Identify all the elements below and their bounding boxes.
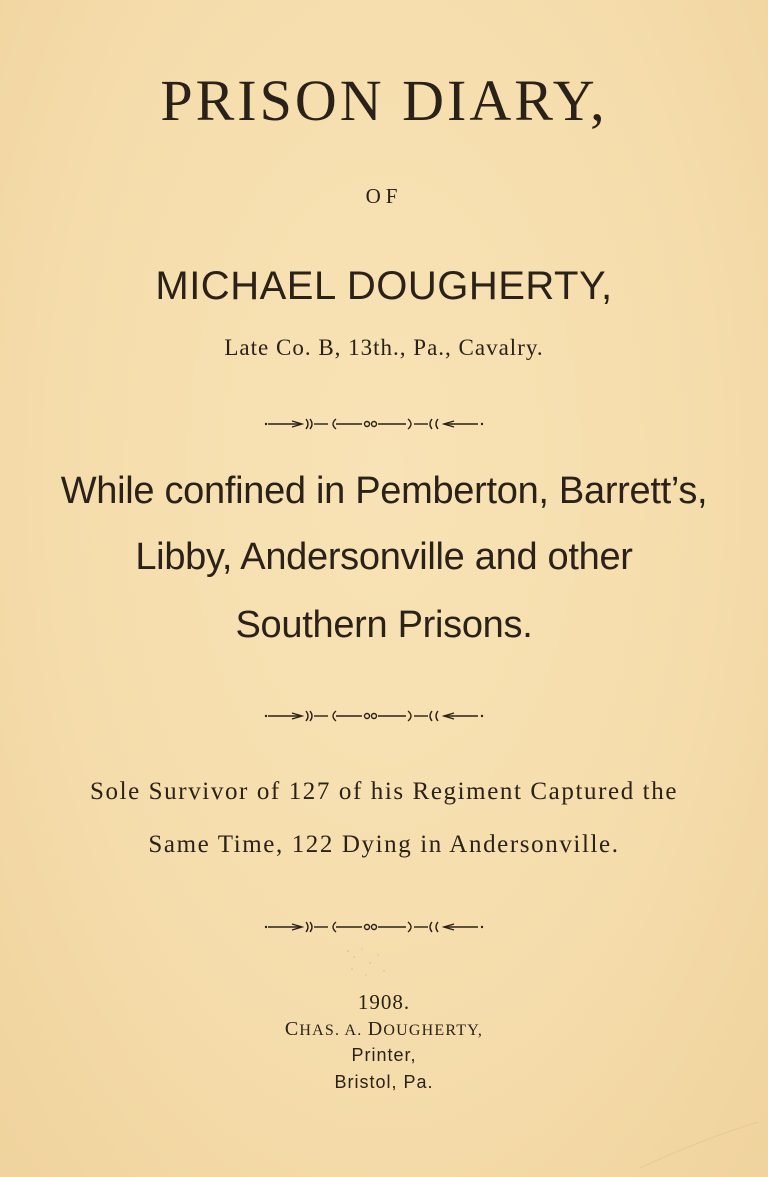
imprint-year: 1908. (357, 990, 411, 1014)
imprint-place: Bristol, Pa. (334, 1072, 434, 1092)
subtitle-line-1: While confined in Pemberton, Barrett’s, (60, 470, 708, 512)
ornamental-rule-icon (264, 708, 484, 724)
printer-name-initial: C (284, 1018, 300, 1040)
printer-surname-rest: OUGHERTY, (383, 1022, 484, 1039)
subtitle-line-3: Southern Prisons. (235, 604, 533, 646)
survivor-line-2: Same Time, 122 Dying in Andersonville. (148, 831, 620, 858)
printer-name (0, 1019, 768, 1039)
survivor-line-1: Sole Survivor of 127 of his Regiment Captured the (89, 778, 679, 805)
printer-label: Printer, (351, 1045, 417, 1065)
subtitle-line-2: Libby, Andersonville and other (135, 536, 633, 578)
ornamental-rule-icon (264, 919, 484, 935)
book-title: PRISON DIARY, (160, 68, 608, 133)
paper-specks (340, 945, 400, 985)
title-connector: OF (365, 184, 403, 208)
author-unit: Late Co. B, 13th., Pa., Cavalry. (224, 335, 544, 360)
printer-surname-initial: D (367, 1018, 384, 1040)
paper-crease (640, 1120, 760, 1170)
ornamental-rule-icon (264, 416, 484, 432)
printer-name-rest: HAS. A. (299, 1022, 368, 1039)
author-name: MICHAEL DOUGHERTY, (155, 264, 613, 308)
